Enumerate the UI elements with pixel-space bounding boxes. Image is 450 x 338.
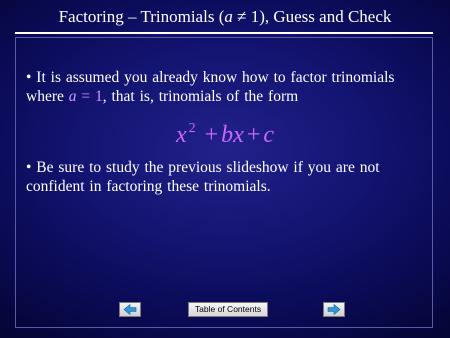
title-bar [0,0,450,36]
title-variable: a [224,7,233,26]
title-underline [15,32,433,34]
bullet-assumption [26,68,426,106]
next-slide-button[interactable] [323,302,345,317]
formula-c: c [263,122,275,148]
bullet-study-reminder: • Be sure to study the previous slideshow if you are not confident in factoring these trinomials. [26,159,380,195]
slide-title [0,7,450,27]
bullet-1-highlight [69,88,103,105]
formula-x: x [175,122,187,148]
title-text-start: Factoring – Trinomials ( [58,7,225,26]
title-text-end: ≠ 1), Guess and Check [232,7,392,26]
highlight-value: = 1 [76,88,103,105]
formula-exponent: 2 [188,121,196,136]
table-of-contents-button[interactable]: Table of Contents [188,302,268,317]
formula-plus-2: + [246,122,261,148]
navigation-bar [0,302,450,322]
highlight-variable: a [68,88,77,105]
right-arrow-icon [324,303,344,316]
formula-plus-1: + [204,122,219,148]
bullet-1-text-start: • It is assumed you already know how to factor trinomials where [26,69,395,105]
trinomial-formula [0,112,450,152]
previous-slide-button[interactable] [119,302,141,317]
formula-bx: bx [221,122,244,148]
left-arrow-icon [120,303,140,316]
bullet-1-text-end: , that is, trinomials of the form [102,88,299,105]
